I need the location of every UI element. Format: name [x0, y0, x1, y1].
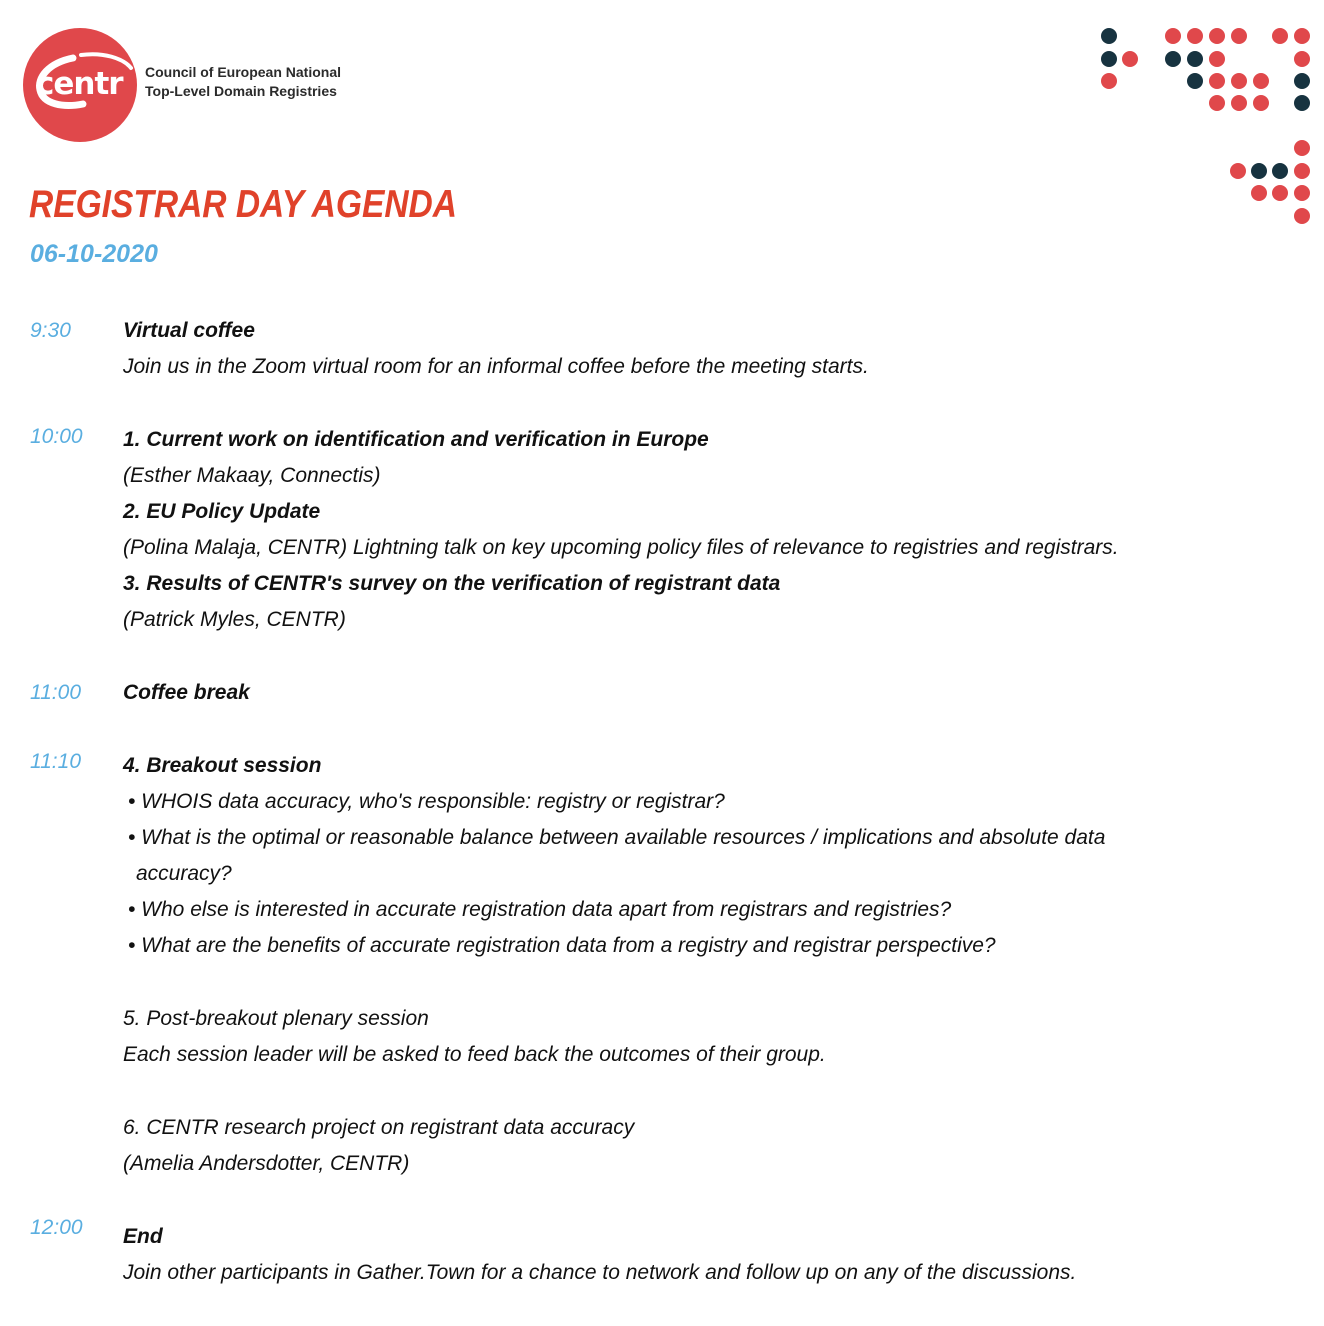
- item-title-eu-policy: 2. EU Policy Update: [123, 500, 321, 523]
- item-description: Each session leader will be asked to feed back the outcomes of their group.: [123, 1043, 826, 1066]
- session-title-virtual-coffee: Virtual coffee: [123, 319, 255, 342]
- item-title-research-project: 6. CENTR research project on registrant data accuracy: [123, 1116, 635, 1139]
- item-speaker: (Esther Makaay, Connectis): [123, 464, 381, 487]
- dot-group-left: [1101, 28, 1138, 89]
- agenda-date: 06-10-2020: [30, 240, 158, 268]
- breakout-bullet: • WHOIS data accuracy, who's responsible: registry or registrar?: [128, 790, 725, 813]
- item-title-identification: 1. Current work on identification and verification in Europe: [123, 428, 709, 451]
- decorative-dot-pattern: [1090, 20, 1320, 230]
- time-1100: 11:00: [30, 681, 81, 704]
- session-description: Join us in the Zoom virtual room for an informal coffee before the meeting starts.: [123, 355, 869, 378]
- time-0930: 9:30: [30, 319, 71, 342]
- time-1200: 12:00: [30, 1216, 83, 1239]
- session-title-coffee-break: Coffee break: [123, 681, 250, 704]
- breakout-bullet: • What is the optimal or reasonable balance between available resources / implications and absolute data: [128, 826, 1106, 849]
- breakout-bullet: • Who else is interested in accurate registration data apart from registrars and registries?: [128, 898, 952, 921]
- organization-name: [145, 63, 341, 101]
- session-title-end: End: [123, 1225, 163, 1248]
- session-description: Join other participants in Gather.Town for a chance to network and follow up on any of the discussions.: [123, 1261, 1077, 1284]
- item-speaker: (Amelia Andersdotter, CENTR): [123, 1152, 410, 1175]
- dot-group-center: [1165, 28, 1269, 111]
- item-title-survey-results: 3. Results of CENTR's survey on the verification of registrant data: [123, 572, 781, 595]
- organization-name-line1: Council of European National: [145, 64, 342, 80]
- session-title-breakout: 4. Breakout session: [123, 754, 322, 777]
- time-1000: 10:00: [30, 425, 83, 448]
- breakout-bullet: • What are the benefits of accurate registration data from a registry and registrar perspective?: [128, 934, 996, 957]
- time-1110: 11:10: [30, 750, 81, 773]
- item-description: (Polina Malaja, CENTR) Lightning talk on key upcoming policy files of relevance to registries and registrars.: [123, 536, 1119, 559]
- item-title-plenary: 5. Post-breakout plenary session: [123, 1007, 429, 1030]
- page-title: REGISTRAR DAY AGENDA: [29, 183, 457, 226]
- centr-logo: [23, 28, 137, 142]
- breakout-bullet-continuation: accuracy?: [136, 862, 232, 885]
- organization-name-line2: Top-Level Domain Registries: [145, 83, 337, 99]
- dot-group-lower: [1230, 140, 1310, 224]
- dot-group-right: [1272, 28, 1310, 111]
- logo-wordmark: centr: [36, 66, 123, 102]
- item-speaker: (Patrick Myles, CENTR): [123, 608, 346, 631]
